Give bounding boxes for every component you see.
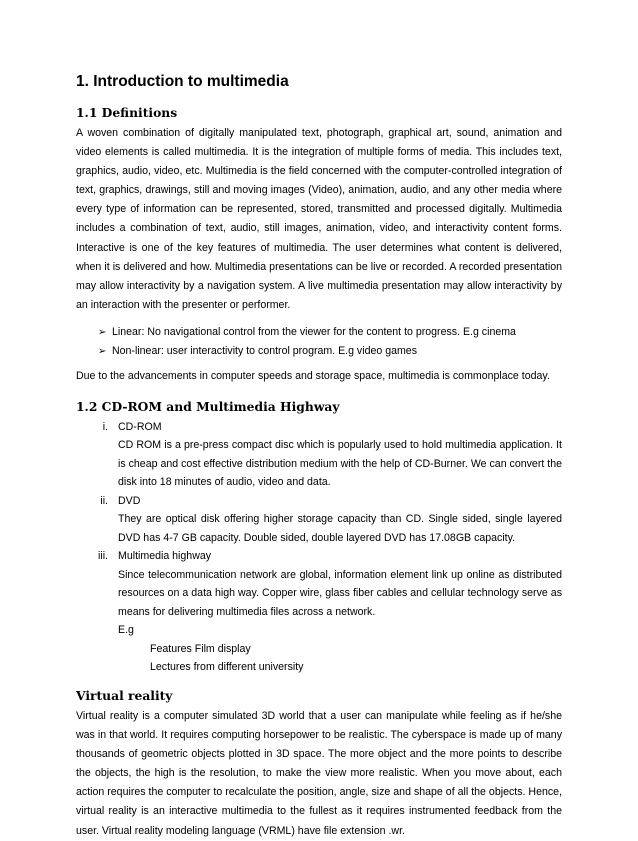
storage-media-list bbox=[76, 418, 562, 677]
item-number: iii. bbox=[97, 550, 108, 563]
list-item bbox=[98, 323, 562, 342]
item-title: DVD bbox=[118, 494, 141, 507]
section-definitions-heading: 1.1 Definitions bbox=[76, 105, 178, 120]
example-item: Lectures from different university bbox=[150, 661, 304, 674]
example-label: E.g bbox=[118, 624, 134, 637]
item-title: CD-ROM bbox=[118, 420, 162, 433]
item-description: Since telecommunication network are global, information element link up online as distributed resources on a data high way. Copper wire, glass fiber cables and cellular technology serve as means for delivering multimedia files across a network. bbox=[118, 568, 562, 618]
example-item: Features Film display bbox=[150, 642, 251, 655]
list-item bbox=[98, 342, 562, 361]
advancement-note: Due to the advancements in computer speeds and storage space, multimedia is commonplace today. bbox=[76, 369, 550, 382]
list-item bbox=[76, 547, 562, 677]
item-description: CD ROM is a pre-press compact disc which is popularly used to hold multimedia application. It is cheap and cost effective distribution medium with the help of CD-Burner. We can convert the disk into 18 minutes of audio, video and data. bbox=[118, 439, 562, 489]
item-description: They are optical disk offering higher storage capacity than CD. Single sided, single layered DVD has 4-7 GB capacity. Double sided, double layered DVD has 17.08GB capacity. bbox=[118, 513, 562, 544]
item-number: ii. bbox=[100, 494, 108, 507]
list-item bbox=[76, 492, 562, 548]
vr-paragraph: Virtual reality is a computer simulated 3D world that a user can manipulate while feeling as if he/she was in that world. It requires computing horsepower to be realistic. The cyberspace is made up of many thousands of geometric objects plotted in 3D space. The more object and the more points to describe the objects, the high is the resolution, to make the view more realistic. When you move about, each action requires the computer to recalculate the position, angle, size and shape of all the objects. Hence, virtual reality is an interactive multimedia to the fullest as it requires instrumented feedback from the user. Virtual reality modeling language (VRML) have file extension .wr. bbox=[76, 709, 562, 837]
page-title: 1. Introduction to multimedia bbox=[76, 73, 289, 90]
document-content bbox=[76, 72, 562, 841]
arrow-bullet-icon: ➢ bbox=[98, 326, 107, 338]
list-item bbox=[76, 418, 562, 492]
section-vr-heading: Virtual reality bbox=[76, 687, 173, 703]
arrow-bullet-icon: ➢ bbox=[98, 345, 107, 357]
item-number: i. bbox=[102, 420, 108, 433]
media-type-list bbox=[76, 323, 562, 361]
bullet-text: Linear: No navigational control from the viewer for the content to progress. E.g cinema bbox=[112, 325, 516, 338]
section-cdrom-heading: 1.2 CD-ROM and Multimedia Highway bbox=[76, 398, 340, 414]
item-title: Multimedia highway bbox=[118, 550, 212, 563]
bullet-text: Non-linear: user interactivity to control program. E.g video games bbox=[112, 344, 417, 357]
definitions-paragraph: A woven combination of digitally manipulated text, photograph, graphical art, sound, animation and video elements is called multimedia. It is the integration of multiple forms of media. This includes text, graphics, audio, video, etc. Multimedia is the field concerned with the computer-controlled integration of text, graphics, drawings, still and moving images (Video), animation, audio, and any other media where every type of information can be represented, stored, transmitted and processed digitally. Multimedia includes a combination of text, audio, still images, animation, video, and interactivity content forms. Interactive is one of the key features of multimedia. The user determines what content is delivered, when it is delivered and how. Multimedia presentations can be live or recorded. A recorded presentation may allow interactivity by a navigation system. A live multimedia presentation may allow interactivity by an interaction with the presenter or performer. bbox=[76, 127, 562, 311]
